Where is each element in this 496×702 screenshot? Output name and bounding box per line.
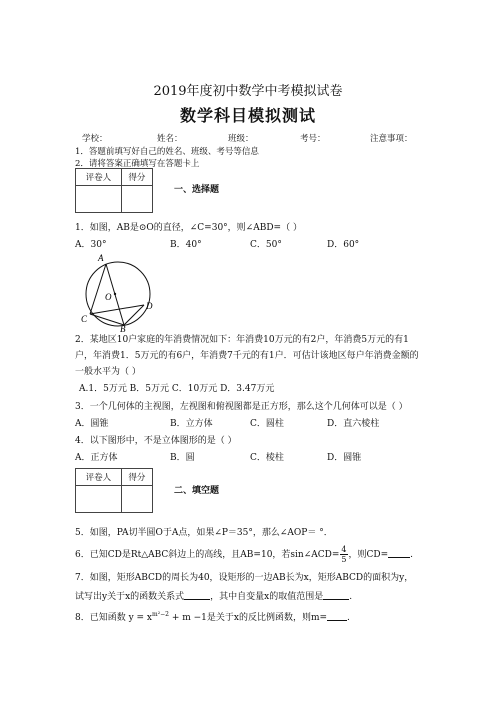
q3-stem: 3．一个几何体的主视图，左视图和俯视图都是正方形，那么这个几何体可以是（ ） [75, 402, 408, 412]
q3-option-a: A．圆锥 [75, 419, 109, 429]
q2-line-1: 2．某地区10户家庭的年消费情况如下：年消费10万元的有2户，年消费5万元的有1 [75, 335, 409, 345]
chord-ac [90, 264, 106, 314]
q7-line-1: 7．如图，矩形ABCD的周长为40，设矩形的一边AB长为x，矩形ABCD的面积为y， [75, 573, 414, 583]
q1-option-b: B．40° [170, 240, 202, 250]
note-2: 2．请将答案正确填写在答题卡上 [75, 159, 200, 169]
center-point [114, 293, 116, 295]
q4-option-c: C．棱柱 [250, 453, 284, 463]
score-header-score: 得分 [121, 169, 152, 186]
q8-text-3: . [347, 613, 350, 623]
q4-stem: 4．以下图形中，不是立体图形的是（ ） [75, 436, 237, 446]
score-cell-score[interactable] [121, 486, 152, 513]
q6-text-2: ，则CD= [348, 550, 389, 560]
q1-option-a: A．30° [75, 240, 107, 250]
q8-text-1: 8．已知函数 y = x [75, 613, 153, 623]
q7-line-2 [75, 589, 352, 604]
q6-text-3: . [410, 550, 414, 560]
info-notes: 注意事项： [370, 134, 413, 144]
q7-text-2: ，其中自变量x的取值范围是 [210, 592, 324, 602]
exam-title: 2019年度初中数学中考模拟试卷 [153, 84, 343, 99]
q1-circle-figure [78, 252, 158, 332]
q7-function-blank[interactable] [184, 589, 210, 600]
score-header-score: 得分 [121, 469, 152, 486]
q7-text-3: . [349, 592, 353, 602]
q2-line-2: 户，年消费1．5万元的有6户，年消费7千元的有1户．可估计该地区每户年消费金额的 [75, 351, 419, 361]
score-table-1 [75, 168, 153, 213]
q7-text-1: 试写出y关于x的函数关系式 [75, 592, 185, 602]
q4-option-a: A．正方体 [75, 453, 118, 463]
label-b: B [120, 324, 126, 332]
q8-stem [75, 608, 350, 625]
score-cell-grader[interactable] [76, 486, 122, 513]
q4-option-b: B．圆 [170, 453, 195, 463]
score-cell-score[interactable] [121, 186, 152, 213]
info-class: 班级： [228, 134, 254, 144]
q6-denominator: 5 [341, 555, 347, 564]
q8-text-2: + m −1是关于x的反比例函数，则m= [168, 613, 328, 623]
q6-text-1: 6．已知CD是Rt△ABC斜边上的高线，且AB=10，若sin∠ACD= [75, 550, 340, 560]
q8-exponent: m²−2 [152, 611, 169, 618]
q7-range-blank[interactable] [323, 589, 349, 600]
score-cell-grader[interactable] [76, 186, 122, 213]
section-fill-heading: 二、填空题 [174, 486, 220, 496]
label-o: O [105, 292, 112, 302]
note-1: 1．答题前填写好自己的姓名、班级、考号等信息 [75, 147, 259, 157]
q4-option-d: D．圆锥 [327, 453, 362, 463]
q1-option-c: C．50° [250, 240, 282, 250]
q8-answer-blank[interactable] [327, 610, 347, 621]
q6-answer-blank[interactable] [388, 547, 410, 558]
score-header-grader: 评卷人 [76, 169, 122, 186]
info-school: 学校： [82, 134, 108, 144]
q3-option-d: D．直六棱柱 [327, 419, 380, 429]
circle-o [86, 262, 150, 326]
q6-fraction [340, 545, 347, 564]
q3-option-b: B．立方体 [170, 419, 213, 429]
info-name: 姓名： [157, 134, 183, 144]
q6-stem [75, 545, 413, 564]
q2-options: A.1．5万元 B．5万元 C．10万元 D．3.47万元 [79, 384, 275, 394]
q1-stem: 1．如图，AB是⊙O的直径，∠C=30°，则∠ABD=（ ） [75, 223, 302, 233]
q6-numerator: 4 [341, 545, 347, 554]
q5-stem: 5．如图，PA切半圆O于A点，如果∠P＝35°，那么∠AOP＝ °． [75, 528, 333, 538]
label-d: D [146, 301, 153, 311]
chord-cb [90, 314, 124, 325]
q1-option-d: D．60° [327, 240, 360, 250]
score-header-grader: 评卷人 [76, 469, 122, 486]
section-choice-heading: 一、选择题 [174, 185, 220, 195]
label-a: A [98, 253, 104, 263]
score-table-2 [75, 468, 153, 513]
info-id: 考号： [300, 134, 326, 144]
q3-option-c: C．圆柱 [250, 419, 284, 429]
q2-line-3: 一般水平为（ ） [75, 367, 141, 377]
exam-subtitle: 数学科目模拟测试 [179, 106, 316, 125]
label-c: C [81, 314, 88, 324]
